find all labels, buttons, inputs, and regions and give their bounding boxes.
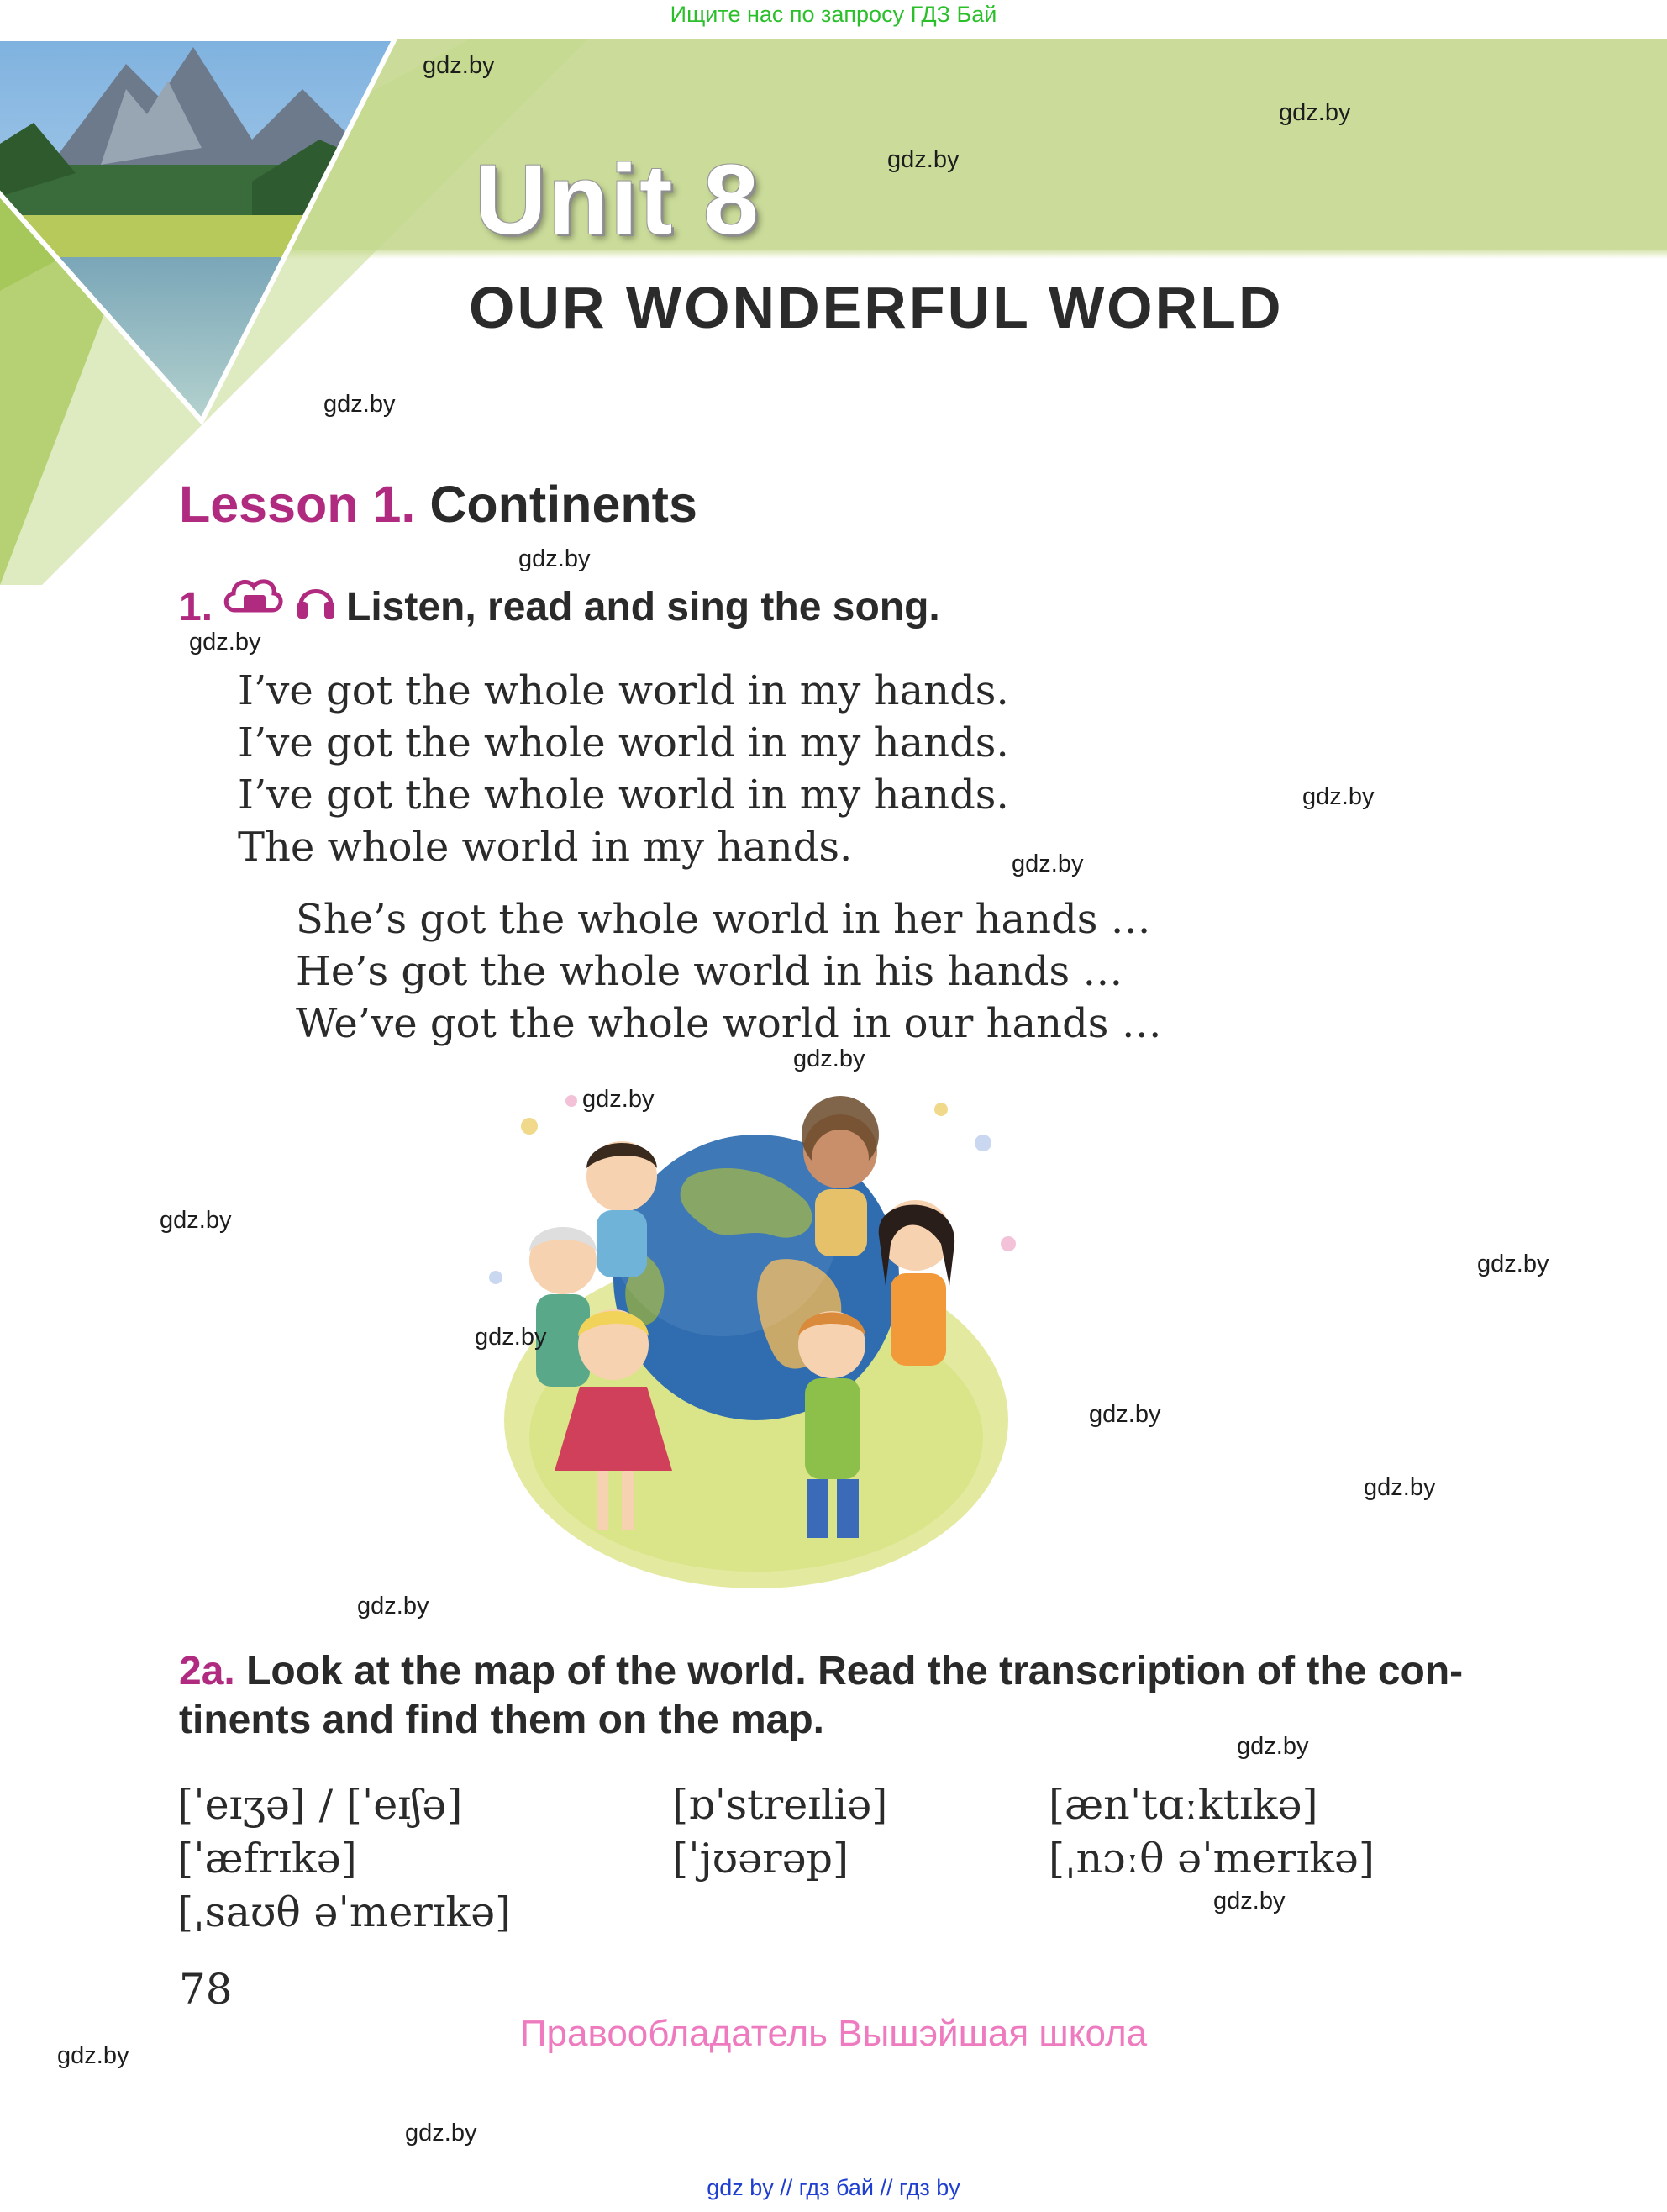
song-line: I’ve got the whole world in my hands.	[238, 667, 1009, 714]
transcription-column-1	[177, 1778, 511, 1940]
song-line: I’ve got the whole world in my hands.	[238, 772, 1009, 819]
watermark: gdz.by	[357, 1593, 429, 1620]
watermark: gdz.by	[1237, 1733, 1309, 1760]
watermark: gdz.by	[323, 391, 396, 418]
top-search-note: Ищите нас по запросу ГДЗ Бай	[670, 2, 997, 27]
watermark: gdz.by	[1213, 1888, 1286, 1914]
unit-title: Unit 8	[475, 145, 760, 255]
watermark: gdz.by	[518, 545, 591, 572]
task-2a-instruction-line-2: tinents and find them on the map.	[179, 1698, 824, 1742]
watermark: gdz.by	[57, 2042, 129, 2069]
cloud-download-icon	[220, 573, 287, 620]
song-stanza-2	[296, 893, 1162, 1050]
song-line: The whole world in my hands.	[238, 824, 853, 871]
task-1-number: 1.	[179, 585, 213, 629]
watermark: gdz.by	[475, 1324, 547, 1351]
page-number: 78	[179, 1965, 233, 2014]
transcription-column-2	[672, 1778, 887, 1886]
watermark: gdz.by	[1302, 783, 1375, 810]
task-2a-heading	[179, 1647, 1463, 1745]
transcription-africa: [ˈæfrɪkə]	[177, 1835, 357, 1883]
bottom-site-note: gdz by // гдз бай // гдз by	[707, 2175, 960, 2200]
headphones-icon	[294, 577, 338, 624]
landscape-photo	[0, 39, 437, 434]
watermark: gdz.by	[160, 1207, 232, 1234]
transcription-south-america: [ˌsaʊθ əˈmerɪkə]	[177, 1888, 512, 1936]
watermark: gdz.by	[582, 1086, 655, 1113]
song-line: She’s got the whole world in her hands …	[296, 896, 1151, 943]
watermark: gdz.by	[189, 629, 261, 656]
song-line: He’s got the whole world in his hands …	[296, 948, 1123, 995]
transcription-north-america: [ˌnɔːθ əˈmerɪkə]	[1049, 1835, 1375, 1883]
lesson-heading	[179, 475, 697, 534]
watermark: gdz.by	[1364, 1474, 1436, 1501]
task-1-instruction: Listen, read and sing the song.	[346, 585, 940, 629]
copyright-holder: Правообладатель Вышэйшая школа	[519, 2013, 1148, 2054]
transcription-europe: [ˈjʊərəp]	[672, 1835, 849, 1883]
lesson-name: Continents	[429, 476, 697, 533]
unit-subtitle: OUR WONDERFUL WORLD	[469, 275, 1284, 340]
watermark: gdz.by	[405, 2120, 477, 2146]
task-1-heading	[179, 584, 213, 630]
song-line: I’ve got the whole world in my hands.	[238, 719, 1009, 766]
watermark: gdz.by	[793, 1045, 865, 1072]
transcription-column-3	[1049, 1778, 1375, 1886]
watermark: gdz.by	[1279, 99, 1351, 126]
transcription-antarctica: [ænˈtɑːktɪkə]	[1049, 1781, 1318, 1829]
watermark: gdz.by	[1089, 1401, 1161, 1428]
task-2a-instruction-line-1: Look at the map of the world. Read the transcription of the con-	[246, 1649, 1464, 1693]
children-globe-illustration	[471, 1067, 1042, 1605]
watermark: gdz.by	[423, 52, 495, 79]
watermark: gdz.by	[1477, 1251, 1549, 1277]
lesson-number: Lesson 1.	[179, 476, 416, 533]
watermark: gdz.by	[887, 146, 960, 173]
transcription-australia: [ɒˈstreɪliə]	[672, 1781, 888, 1829]
song-stanza-1	[238, 665, 1009, 873]
watermark: gdz.by	[1012, 851, 1084, 877]
song-line: We’ve got the whole world in our hands …	[296, 1000, 1162, 1047]
transcription-asia: [ˈeɪʒə] / [ˈeɪʃə]	[177, 1781, 463, 1829]
task-2a-number: 2a.	[179, 1649, 235, 1693]
